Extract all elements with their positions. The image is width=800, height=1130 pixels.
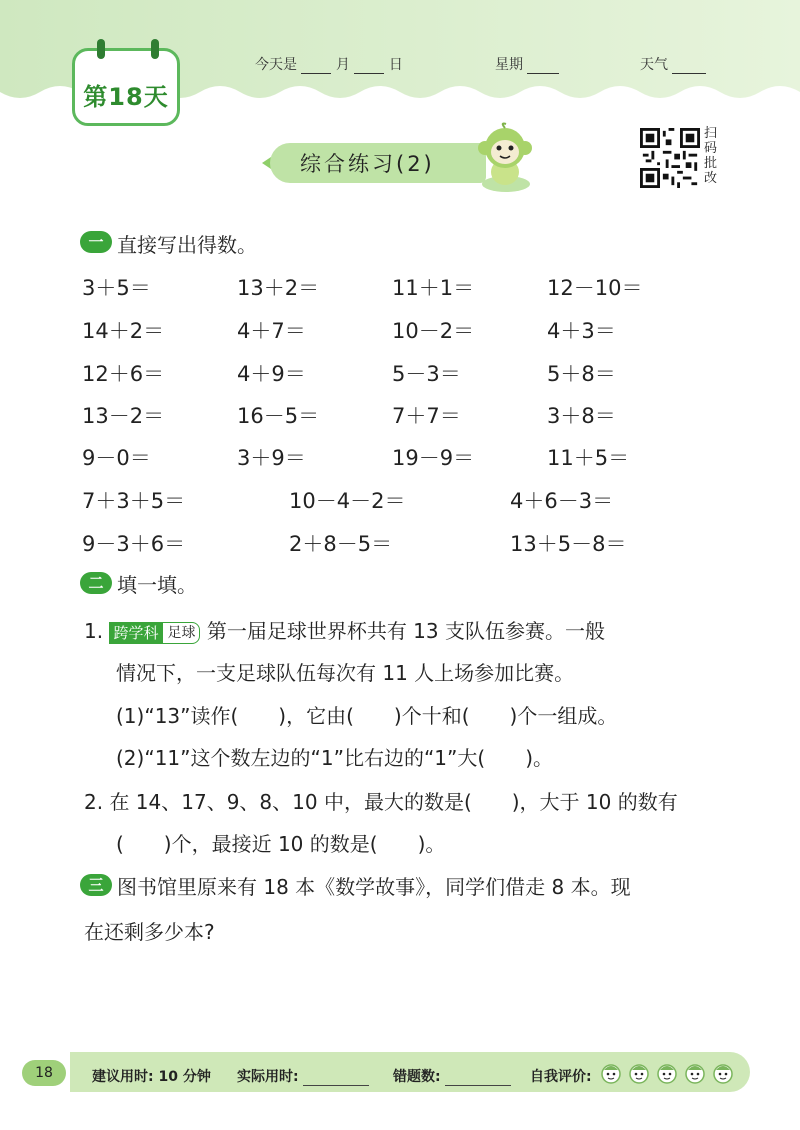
section-badge [80, 874, 112, 896]
expression: 4＋3＝ [547, 319, 616, 343]
month-blank[interactable] [301, 59, 331, 74]
section-badge-text: 一 [88, 233, 104, 251]
expression: 3＋9＝ [237, 446, 306, 470]
question-2-line-1: 2. 在 14、17、9、8、10 中，最大的数是( )，大于 10 的数有 [84, 790, 678, 814]
day-blank[interactable] [354, 59, 384, 74]
wrong-count-field[interactable] [393, 1066, 511, 1086]
day-badge-text: 第18天 [83, 83, 169, 111]
date-prefix: 今天是 [255, 57, 297, 73]
expression: 10－2＝ [392, 319, 475, 343]
expression: 19－9＝ [392, 446, 475, 470]
rating-face-icon[interactable] [628, 1062, 650, 1084]
qr-code-icon[interactable] [640, 128, 700, 188]
expression: 3＋5＝ [82, 276, 151, 300]
day-badge [72, 48, 180, 126]
section-badge [80, 572, 112, 594]
rating-face-icon[interactable] [656, 1062, 678, 1084]
page-title: 综合练习(2) [300, 152, 435, 176]
question-1-sub-2: (2)“11”这个数左边的“1”比右边的“1”大( )。 [116, 746, 554, 770]
weekday-blank[interactable] [527, 59, 559, 74]
self-eval-label: 自我评价: [530, 1069, 592, 1085]
expression: 4＋6－3＝ [510, 489, 614, 513]
weekday-field[interactable] [495, 54, 559, 74]
expression: 4＋9＝ [237, 362, 306, 386]
weekday-label: 星期 [495, 57, 523, 73]
wrong-count-blank[interactable] [445, 1071, 511, 1086]
expression: 11＋1＝ [392, 276, 475, 300]
expression: 16－5＝ [237, 404, 320, 428]
section-badge-text: 二 [88, 574, 104, 592]
section-title: 填一填。 [117, 573, 197, 597]
rating-face-icon[interactable] [712, 1062, 734, 1084]
expression: 14＋2＝ [82, 319, 165, 343]
expression: 10－4－2＝ [289, 489, 406, 513]
expression: 4＋7＝ [237, 319, 306, 343]
section-badge-text: 三 [88, 876, 104, 894]
expression: 7＋7＝ [392, 404, 461, 428]
section-badge [80, 231, 112, 253]
expression: 13＋5－8＝ [510, 532, 627, 556]
weather-blank[interactable] [672, 59, 706, 74]
question-2-line-2: ( )个，最接近 10 的数是( )。 [116, 832, 446, 856]
actual-time-label: 实际用时: [237, 1069, 299, 1085]
rating-face-icon[interactable] [600, 1062, 622, 1084]
qr-label: 扫码批改 [704, 126, 718, 186]
section-title: 直接写出得数。 [117, 233, 257, 257]
date-field[interactable] [255, 54, 403, 74]
problem-line-2: 在还剩多少本? [84, 920, 215, 944]
subject-tag: 跨学科 [109, 622, 162, 644]
expression: 13＋2＝ [237, 276, 320, 300]
wrong-count-label: 错题数: [393, 1069, 441, 1085]
question-1-line-1 [84, 615, 605, 644]
month-label: 月 [335, 57, 350, 73]
rating-face-icon[interactable] [684, 1062, 706, 1084]
expression: 9－0＝ [82, 446, 151, 470]
calendar-ring-icon [151, 39, 159, 59]
expression: 5＋8＝ [547, 362, 616, 386]
topic-tag: 足球 [162, 622, 200, 644]
expression: 5－3＝ [392, 362, 461, 386]
question-text: 第一届足球世界杯共有 13 支队伍参赛。一般 [206, 619, 605, 643]
calendar-ring-icon [97, 39, 105, 59]
expression: 2＋8－5＝ [289, 532, 393, 556]
actual-time-field[interactable] [237, 1066, 369, 1086]
suggested-time: 建议用时: 10 分钟 [92, 1069, 211, 1085]
expression: 12－10＝ [547, 276, 643, 300]
problem-line-1: 图书馆里原来有 18 本《数学故事》，同学们借走 8 本。现 [117, 875, 631, 899]
expression: 13－2＝ [82, 404, 165, 428]
expression: 3＋8＝ [547, 404, 616, 428]
question-1-line-2: 情况下，一支足球队伍每次有 11 人上场参加比赛。 [116, 661, 575, 685]
weather-label: 天气 [640, 57, 668, 73]
question-1-sub-1: (1)“13”读作( )，它由( )个十和( )个一组成。 [116, 704, 618, 728]
expression: 12＋6＝ [82, 362, 165, 386]
question-number: 1. [84, 619, 104, 643]
monkey-mascot-icon [470, 122, 540, 194]
expression: 11＋5＝ [547, 446, 630, 470]
expression: 7＋3＋5＝ [82, 489, 186, 513]
day-label: 日 [388, 57, 403, 73]
expression: 9－3＋6＝ [82, 532, 186, 556]
page-number: 18 [22, 1060, 66, 1086]
weather-field[interactable] [640, 54, 706, 74]
actual-time-blank[interactable] [303, 1071, 369, 1086]
